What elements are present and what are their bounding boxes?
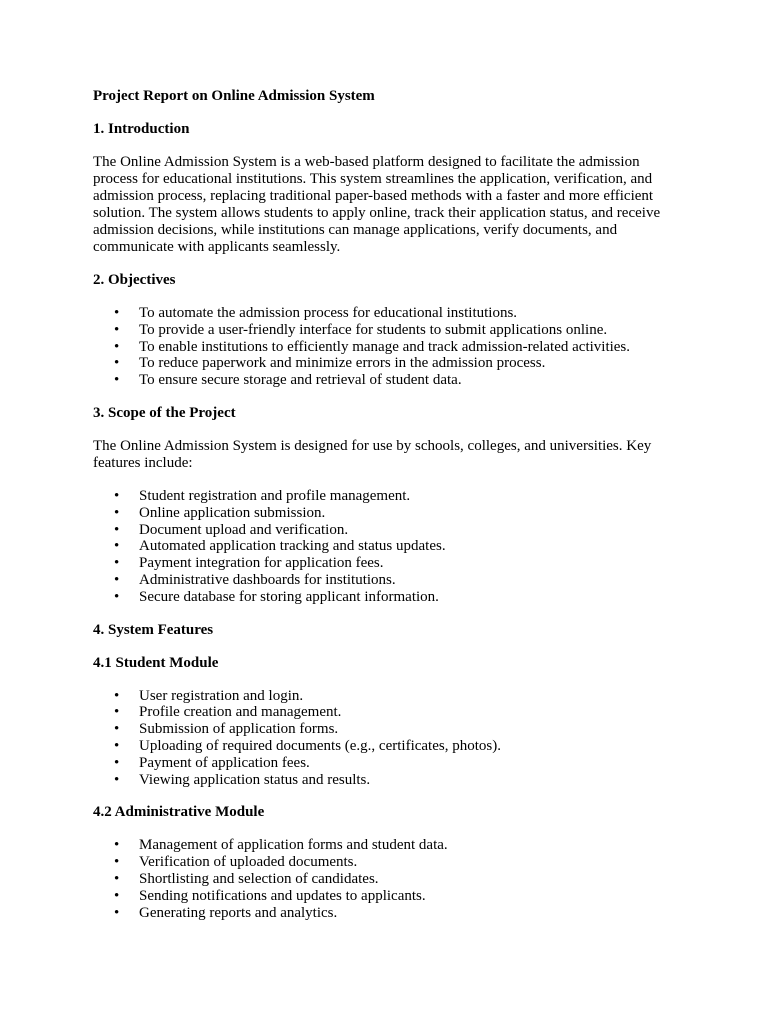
list-item: • Management of application forms and student data. xyxy=(114,837,448,854)
scope-list xyxy=(93,488,683,606)
bullet-icon: • xyxy=(114,338,120,355)
list-item: • Online application submission. xyxy=(114,504,326,521)
bullet-icon: • xyxy=(114,487,120,504)
bullet-icon: • xyxy=(114,321,120,338)
bullet-icon: • xyxy=(114,854,120,871)
list-item: • Viewing application status and results. xyxy=(114,771,371,788)
list-item: • Sending notifications and updates to applicants. xyxy=(114,887,426,904)
list-item: • To automate the admission process for educational institutions. xyxy=(114,305,518,321)
list-item: • User registration and login. xyxy=(114,687,304,704)
bullet-icon: • xyxy=(114,870,120,887)
list-item: • To provide a user-friendly interface for students to submit applications online. xyxy=(114,321,608,338)
bullet-icon: • xyxy=(114,704,120,721)
list-item: • Uploading of required documents (e.g., certificates, photos). xyxy=(114,737,501,754)
introduction-paragraph: The Online Admission System is a web-based platform designed to facilitate the admission process for educational institutions. This system streamlines the application, verification, and admission process, replacing traditional paper-based methods with a faster and more efficient solution. The system allows students to apply online, track their application status, and receive admission decisions, while institutions can manage applications, verify documents, and communicate with applicants seamlessly. xyxy=(93,154,661,255)
list-item: • Generating reports and analytics. xyxy=(114,904,338,921)
list-item: • Administrative dashboards for institutions. xyxy=(114,571,396,588)
list-item: • Payment of application fees. xyxy=(114,754,310,771)
bullet-icon: • xyxy=(114,571,120,588)
bullet-icon: • xyxy=(114,737,120,754)
bullet-icon: • xyxy=(114,355,120,372)
section-heading-objectives: 2. Objectives xyxy=(93,272,176,288)
list-item: • Profile creation and management. xyxy=(114,704,342,721)
section-heading-scope: 3. Scope of the Project xyxy=(93,404,236,421)
bullet-icon: • xyxy=(114,504,120,521)
subsection-heading-administrative-module: 4.2 Administrative Module xyxy=(93,804,265,821)
subsection-heading-student-module: 4.1 Student Module xyxy=(93,654,219,671)
list-item: • Submission of application forms. xyxy=(114,721,339,738)
list-item: • Automated application tracking and status updates. xyxy=(114,538,446,555)
document-page xyxy=(93,88,683,921)
section-heading-introduction: 1. Introduction xyxy=(93,121,190,137)
bullet-icon: • xyxy=(114,521,120,538)
bullet-icon: • xyxy=(114,372,120,389)
bullet-icon: • xyxy=(114,588,120,605)
objectives-list xyxy=(93,305,683,389)
list-item: • Document upload and verification. xyxy=(114,521,349,538)
bullet-icon: • xyxy=(114,538,120,555)
list-item: • To enable institutions to efficiently manage and track admission-related activities. xyxy=(114,338,631,355)
bullet-icon: • xyxy=(114,754,120,771)
administrative-module-list xyxy=(93,837,683,921)
list-item: • To ensure secure storage and retrieval of student data. xyxy=(114,372,462,389)
list-item: • Verification of uploaded documents. xyxy=(114,854,358,871)
bullet-icon: • xyxy=(114,887,120,904)
bullet-icon: • xyxy=(114,555,120,572)
list-item: • Shortlisting and selection of candidates. xyxy=(114,870,379,887)
bullet-icon: • xyxy=(114,837,120,854)
bullet-icon: • xyxy=(114,687,120,704)
bullet-icon: • xyxy=(114,904,120,921)
bullet-icon: • xyxy=(114,721,120,738)
list-item: • Student registration and profile management. xyxy=(114,487,411,504)
list-item: • To reduce paperwork and minimize errors in the admission process. xyxy=(114,355,546,372)
student-module-list xyxy=(93,688,683,789)
document-title: Project Report on Online Admission System xyxy=(93,88,375,104)
section-heading-system-features: 4. System Features xyxy=(93,621,214,638)
list-item: • Secure database for storing applicant information. xyxy=(114,588,439,605)
list-item: • Payment integration for application fees. xyxy=(114,555,384,572)
bullet-icon: • xyxy=(114,771,120,788)
scope-paragraph: The Online Admission System is designed for use by schools, colleges, and universities. Key features include: xyxy=(93,437,652,471)
bullet-icon: • xyxy=(114,305,120,321)
